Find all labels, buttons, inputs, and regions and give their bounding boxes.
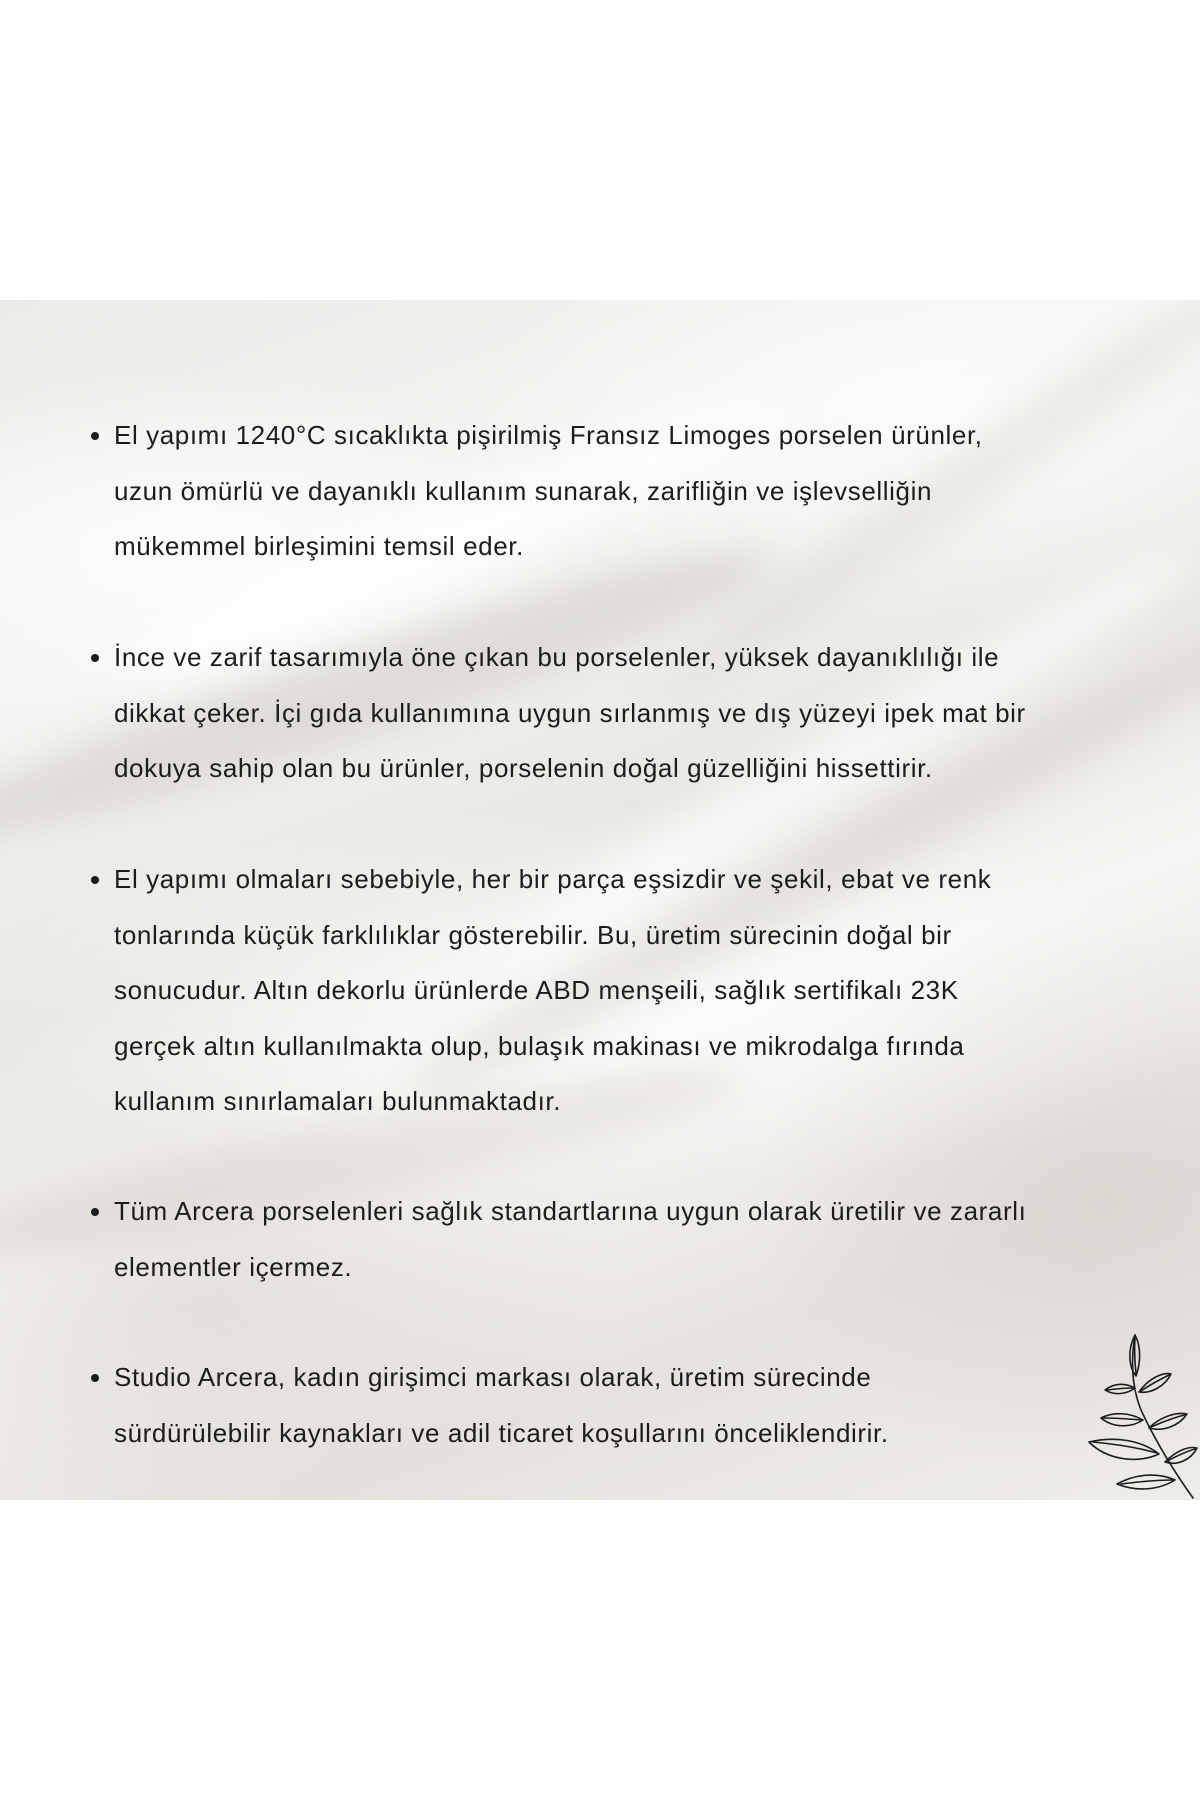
feature-bullet-3 <box>114 852 1134 1130</box>
bullet-text-line: El yapımı 1240°C sıcaklıkta pişirilmiş Fransız Limoges porselen ürünler, <box>114 420 983 450</box>
bullet-text-line: Studio Arcera, kadın girişimci markası olarak, üretim sürecinde <box>114 1362 872 1392</box>
feature-bullet-1 <box>114 408 1134 575</box>
top-blank-band <box>0 0 1200 300</box>
bullet-text-line: sonucudur. Altın dekorlu ürünlerde ABD menşeili, sağlık sertifikalı 23K <box>114 975 959 1005</box>
bullet-text-line: dokuya sahip olan bu ürünler, porselenin doğal güzelliğini hissettirir. <box>114 753 933 783</box>
bullet-dot-icon <box>91 432 99 440</box>
bullet-text-line: Tüm Arcera porselenleri sağlık standartlarına uygun olarak üretilir ve zararlı <box>114 1196 1027 1226</box>
bullet-text-line: kullanım sınırlamaları bulunmaktadır. <box>114 1086 562 1116</box>
bottom-blank-band <box>0 1500 1200 1800</box>
bullet-dot-icon <box>91 876 99 884</box>
bullet-text-line: İnce ve zarif tasarımıyla öne çıkan bu porselenler, yüksek dayanıklılığı ile <box>114 642 1000 672</box>
bullet-dot-icon <box>91 654 99 662</box>
bullet-dot-icon <box>91 1208 99 1216</box>
bullet-text-line: gerçek altın kullanılmakta olup, bulaşık makinası ve mikrodalga fırında <box>114 1030 965 1061</box>
product-info-content <box>0 300 1200 1500</box>
feature-bullet-4 <box>114 1184 1134 1295</box>
feature-bullet-5 <box>114 1350 1134 1461</box>
bullet-dot-icon <box>91 1374 99 1382</box>
bullet-text-line: mükemmel birleşimini temsil eder. <box>114 531 524 561</box>
bullet-text-line: tonlarında küçük farklılıklar gösterebilir. Bu, üretim sürecinin doğal bir <box>114 919 952 950</box>
silk-background-panel <box>0 300 1200 1500</box>
bullet-text-line: El yapımı olmaları sebebiyle, her bir parça eşsizdir ve şekil, ebat ve renk <box>114 864 992 894</box>
bullet-text-line: dikkat çeker. İçi gıda kullanımına uygun sırlanmış ve dış yüzeyi ipek mat bir <box>114 697 1026 728</box>
bullet-text-line: sürdürülebilir kaynakları ve adil ticaret koşullarını önceliklendirir. <box>114 1417 889 1448</box>
bullet-text-line: elementler içermez. <box>114 1251 353 1282</box>
feature-bullet-2 <box>114 630 1134 797</box>
leaf-branch-icon <box>1085 1330 1200 1500</box>
bullet-text-line: uzun ömürlü ve dayanıklı kullanım sunarak, zarifliğin ve işlevselliğin <box>114 475 933 506</box>
